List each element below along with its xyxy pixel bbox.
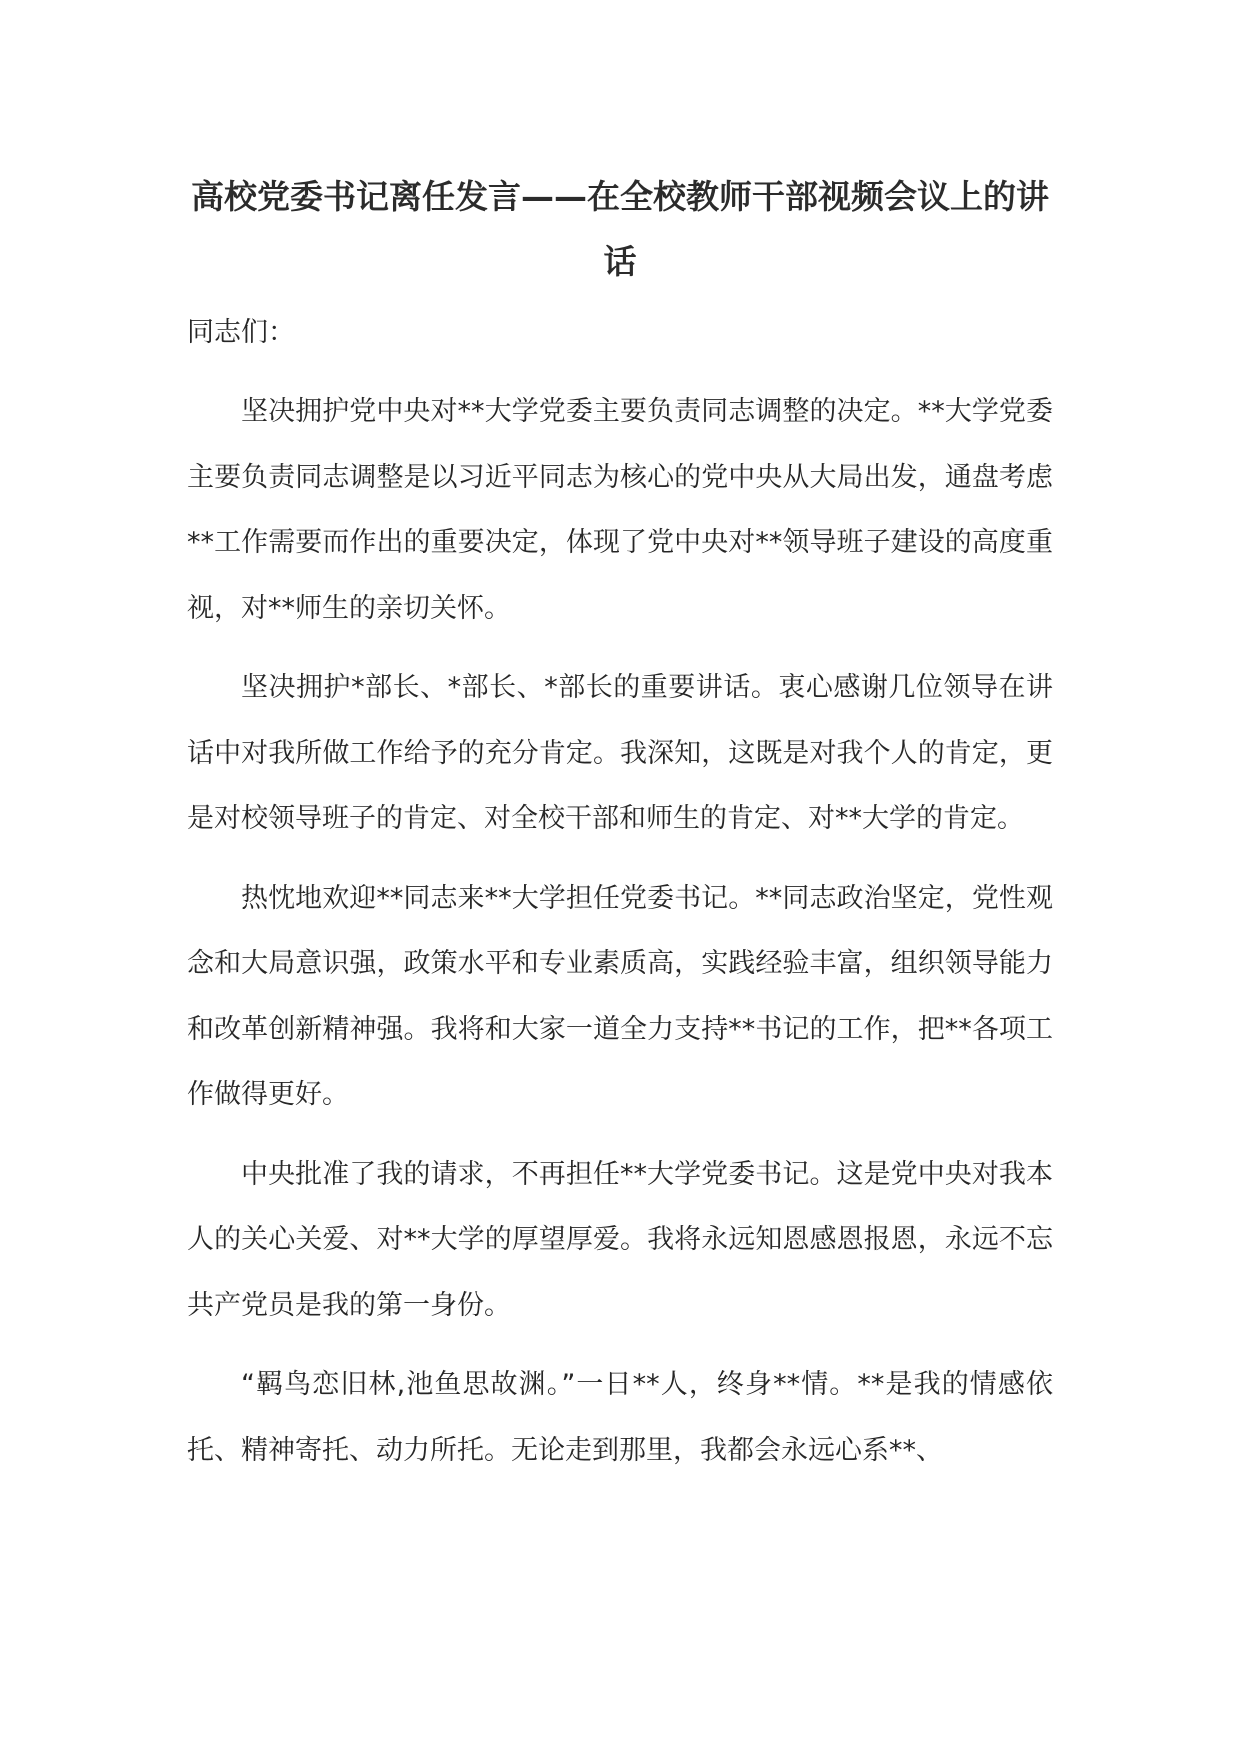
paragraph-4: 中央批准了我的请求，不再担任**大学党委书记。这是党中央对我本人的关心关爱、对**大学的厚望厚爱。我将永远知恩感恩报恩，永远不忘共产党员是我的第一身份。 <box>187 1158 1053 1321</box>
salutation: 同志们： <box>187 317 295 348</box>
paragraph-2: 坚决拥护*部长、*部长、*部长的重要讲话。衷心感谢几位领导在讲话中对我所做工作给予的充分肯定。我深知，这既是对我个人的肯定，更是对校领导班子的肯定、对全校干部和师生的肯定、对**大学的肯定。 <box>187 672 1053 834</box>
paragraph-5: “羁鸟恋旧林,池鱼思故渊。”一日**人，终身**情。**是我的情感依托、精神寄托、动力所托。无论走到那里，我都会永远心系**、 <box>187 1369 1053 1466</box>
paragraph-3: 热忱地欢迎**同志来**大学担任党委书记。**同志政治坚定，党性观念和大局意识强，政策水平和专业素质高，实践经验丰富，组织领导能力和改革创新精神强。我将和大家一道全力支持**书记的工作，把**各项工作做得更好。 <box>187 882 1053 1110</box>
document-title: 高校党委书记离任发言——在全校教师干部视频会议上的讲话 <box>191 177 1049 281</box>
paragraph-1: 坚决拥护党中央对**大学党委主要负责同志调整的决定。**大学党委主要负责同志调整是以习近平同志为核心的党中央从大局出发，通盘考虑**工作需要而作出的重要决定，体现了党中央对**领导班子建设的高度重视，对**师生的亲切关怀。 <box>187 396 1053 624</box>
document-body <box>187 164 1053 1483</box>
